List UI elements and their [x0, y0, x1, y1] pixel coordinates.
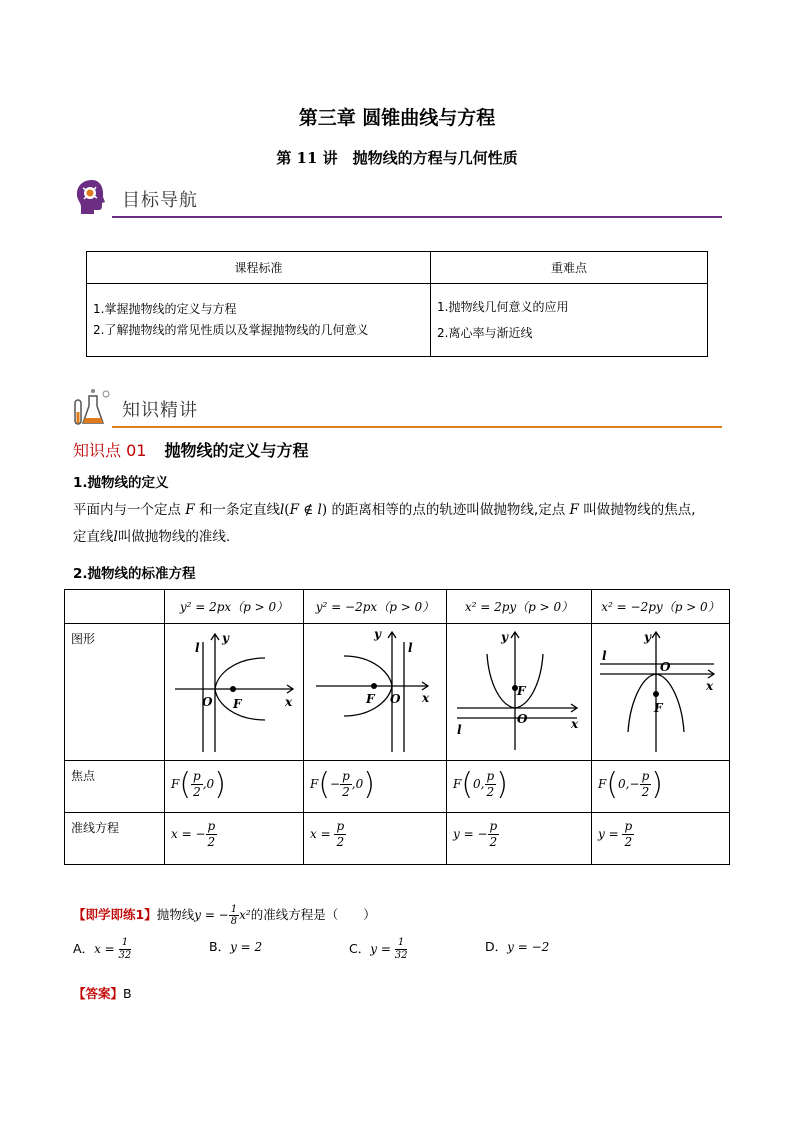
knowledge-point-code: 知识点 01 [73, 441, 147, 460]
svg-text:x: x [422, 691, 430, 705]
focus-cell: F(− $\frac{p}{2}$ ,0) [304, 761, 447, 813]
goal-keypoint-item: 1.抛物线几何意义的应用 [437, 300, 569, 314]
svg-text:l: l [457, 723, 462, 737]
svg-text:F: F [233, 697, 242, 711]
svg-text:x: x [706, 679, 714, 693]
graph-cell [447, 624, 592, 761]
section-bar-nav [72, 176, 722, 218]
lesson-title: 第 11 讲 抛物线的方程与几何性质 [276, 149, 518, 167]
goal-standard-item: 1.掌握抛物线的定义与方程 [93, 302, 237, 316]
svg-text:O: O [517, 712, 528, 726]
parabola-down-graph [592, 624, 728, 757]
section-title-nav: 目标导航 [122, 190, 198, 211]
parabola-left-graph [304, 624, 446, 757]
parabola-up-graph [447, 624, 591, 757]
equation-header: y² = 2px（p > 0） [165, 590, 304, 624]
definition-paragraph: 平面内与一个定点 F 和一条定直线l(F ∉ l) 的距离相等的点的轨迹叫做抛物线,定点 F 叫做抛物线的焦点, 定直线l叫做抛物线的准线. [73, 502, 696, 545]
svg-text:y: y [644, 630, 651, 644]
focus-cell: F(0,− $\frac{p}{2}$ ) [592, 761, 730, 813]
answer-line [73, 984, 132, 1002]
exercise-question: 【即学即练1】抛物线y = − $\frac{1}{8}$ x²的准线方程是（ ） [73, 904, 376, 927]
row-label-directrix: 准线方程 [65, 813, 165, 865]
graph-cell [304, 624, 447, 761]
lab-flask-icon [72, 386, 112, 428]
directrix-cell: x = − $\frac{p}{2}$ [165, 813, 304, 865]
svg-text:l: l [408, 641, 413, 655]
exercise-tag: 【即学即练1】 [73, 907, 157, 922]
goal-standard-cell [87, 284, 431, 357]
svg-text:O: O [660, 660, 671, 674]
standard-equation-heading: 2.抛物线的标准方程 [73, 566, 196, 582]
svg-text:y: y [501, 630, 508, 644]
svg-text:O: O [390, 692, 401, 706]
directrix-cell: x = $\frac{p}{2}$ [304, 813, 447, 865]
brain-head-icon [72, 176, 112, 218]
equation-header: x² = 2py（p > 0） [447, 590, 592, 624]
goal-header-standard: 课程标准 [87, 252, 431, 284]
svg-text:F: F [366, 692, 375, 706]
knowledge-point-title: 抛物线的定义与方程 [164, 441, 309, 460]
option-d[interactable]: D．y = −2 [485, 939, 550, 954]
option-b[interactable]: B．y = 2 [209, 939, 263, 954]
directrix-cell: y = − $\frac{p}{2}$ [447, 813, 592, 865]
equation-header: y² = −2px（p > 0） [304, 590, 447, 624]
goal-header-keypoints: 重难点 [431, 252, 708, 284]
knowledge-point-heading [73, 438, 308, 461]
svg-text:O: O [202, 695, 213, 709]
focus-cell: F( $\frac{p}{2}$ ,0) [165, 761, 304, 813]
equation-header: x² = −2py（p > 0） [592, 590, 730, 624]
parabola-right-graph [165, 624, 303, 757]
goal-standard-item: 2.了解抛物线的常见性质以及掌握抛物线的几何意义 [93, 323, 369, 337]
svg-text:F: F [517, 684, 526, 698]
section-bar-knowledge [72, 386, 722, 428]
directrix-cell: y = $\frac{p}{2}$ [592, 813, 730, 865]
focus-cell: F(0, $\frac{p}{2}$ ) [447, 761, 592, 813]
answer-tag: 【答案】 [73, 986, 124, 1001]
graph-cell [165, 624, 304, 761]
goal-keypoint-item: 2.离心率与渐近线 [437, 326, 533, 340]
svg-text:x: x [571, 717, 579, 731]
svg-text:F: F [654, 701, 663, 715]
svg-text:l: l [602, 649, 607, 663]
svg-text:l: l [195, 641, 200, 655]
chapter-title: 第三章 圆锥曲线与方程 [298, 107, 496, 129]
row-label-graph: 图形 [65, 624, 165, 761]
svg-text:y: y [374, 627, 381, 641]
goal-keypoints-cell [431, 284, 708, 357]
goal-table [86, 251, 708, 357]
row-label-focus: 焦点 [65, 761, 165, 813]
definition-heading: 1.抛物线的定义 [73, 475, 169, 491]
option-c[interactable]: C．y = $\frac{1}{32}$ [349, 937, 408, 961]
graph-cell [592, 624, 730, 761]
standard-equation-table [64, 589, 730, 865]
svg-text:y: y [222, 631, 229, 645]
svg-text:x: x [285, 695, 293, 709]
section-title-knowledge: 知识精讲 [122, 400, 198, 421]
option-a[interactable]: A．x = $\frac{1}{32}$ [73, 937, 132, 961]
answer-value: B [123, 986, 132, 1001]
